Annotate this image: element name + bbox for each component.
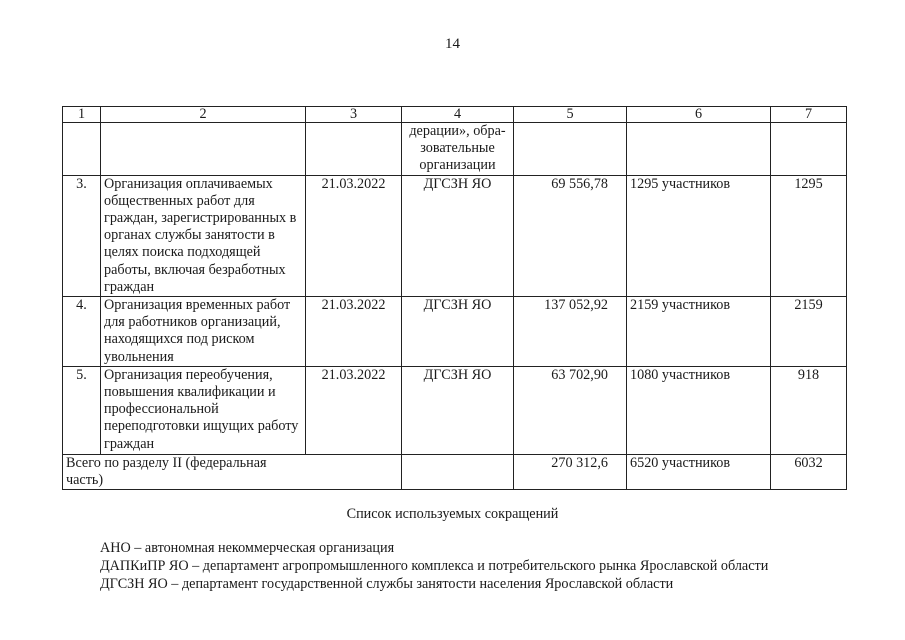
empty-cell — [771, 123, 847, 176]
participants-cell: 1295 участников — [627, 175, 771, 296]
measure-name: Организация переобучения, повышения квалификации и профессиональной переподготовки ищущих работу граждан — [101, 366, 306, 454]
column-number-3: 3 — [306, 107, 402, 123]
column-number-7: 7 — [771, 107, 847, 123]
amount-cell: 69 556,78 — [514, 175, 627, 296]
table-row — [63, 366, 847, 454]
column-number-5: 5 — [514, 107, 627, 123]
abbreviation-item: АНО – автономная некоммерческая организация — [100, 540, 395, 556]
measure-name: Организация временных работ для работников организаций, находящихся под риском увольнения — [101, 297, 306, 367]
column-number-6: 6 — [627, 107, 771, 123]
empty-cell — [101, 123, 306, 176]
column-number-1: 1 — [63, 107, 101, 123]
total-row — [63, 454, 847, 489]
count-cell: 918 — [771, 366, 847, 454]
executor-continuation: дерации», обра- зовательные организации — [402, 123, 514, 176]
abbreviations-caption: Список используемых сокращений — [346, 506, 559, 522]
executor-cell: ДГСЗН ЯО — [402, 175, 514, 296]
abbreviation-item: ДГСЗН ЯО – департамент государственной службы занятости населения Ярославской области — [100, 576, 674, 592]
table-row — [63, 297, 847, 367]
row-number: 5. — [63, 366, 101, 454]
empty-cell — [306, 123, 402, 176]
count-cell: 1295 — [771, 175, 847, 296]
empty-cell — [63, 123, 101, 176]
empty-cell — [402, 454, 514, 489]
date-cell: 21.03.2022 — [306, 175, 402, 296]
table-header-row — [63, 107, 847, 123]
executor-cell: ДГСЗН ЯО — [402, 297, 514, 367]
count-cell: 2159 — [771, 297, 847, 367]
total-participants: 6520 участников — [627, 454, 771, 489]
measures-table — [62, 106, 847, 490]
measure-name: Организация оплачиваемых общественных работ для граждан, зарегистрированных в органах службы занятости в целях поиска подходящей работы, включая безработных граждан — [101, 175, 306, 296]
participants-cell: 2159 участников — [627, 297, 771, 367]
amount-cell: 137 052,92 — [514, 297, 627, 367]
abbreviation-item: ДАПКиПР ЯО – департамент агропромышленного комплекса и потребительского рынка Ярославской области — [100, 558, 769, 574]
column-number-4: 4 — [402, 107, 514, 123]
date-cell: 21.03.2022 — [306, 297, 402, 367]
continuation-row — [63, 123, 847, 176]
column-number-2: 2 — [101, 107, 306, 123]
row-number: 3. — [63, 175, 101, 296]
date-cell: 21.03.2022 — [306, 366, 402, 454]
row-number: 4. — [63, 297, 101, 367]
empty-cell — [627, 123, 771, 176]
participants-cell: 1080 участников — [627, 366, 771, 454]
total-amount: 270 312,6 — [514, 454, 627, 489]
abbreviations-list — [100, 539, 768, 593]
page-number: 14 — [445, 36, 460, 52]
table-row — [63, 175, 847, 296]
amount-cell: 63 702,90 — [514, 366, 627, 454]
total-label: Всего по разделу II (федеральная часть) — [63, 454, 402, 489]
executor-cell: ДГСЗН ЯО — [402, 366, 514, 454]
empty-cell — [514, 123, 627, 176]
total-count: 6032 — [771, 454, 847, 489]
